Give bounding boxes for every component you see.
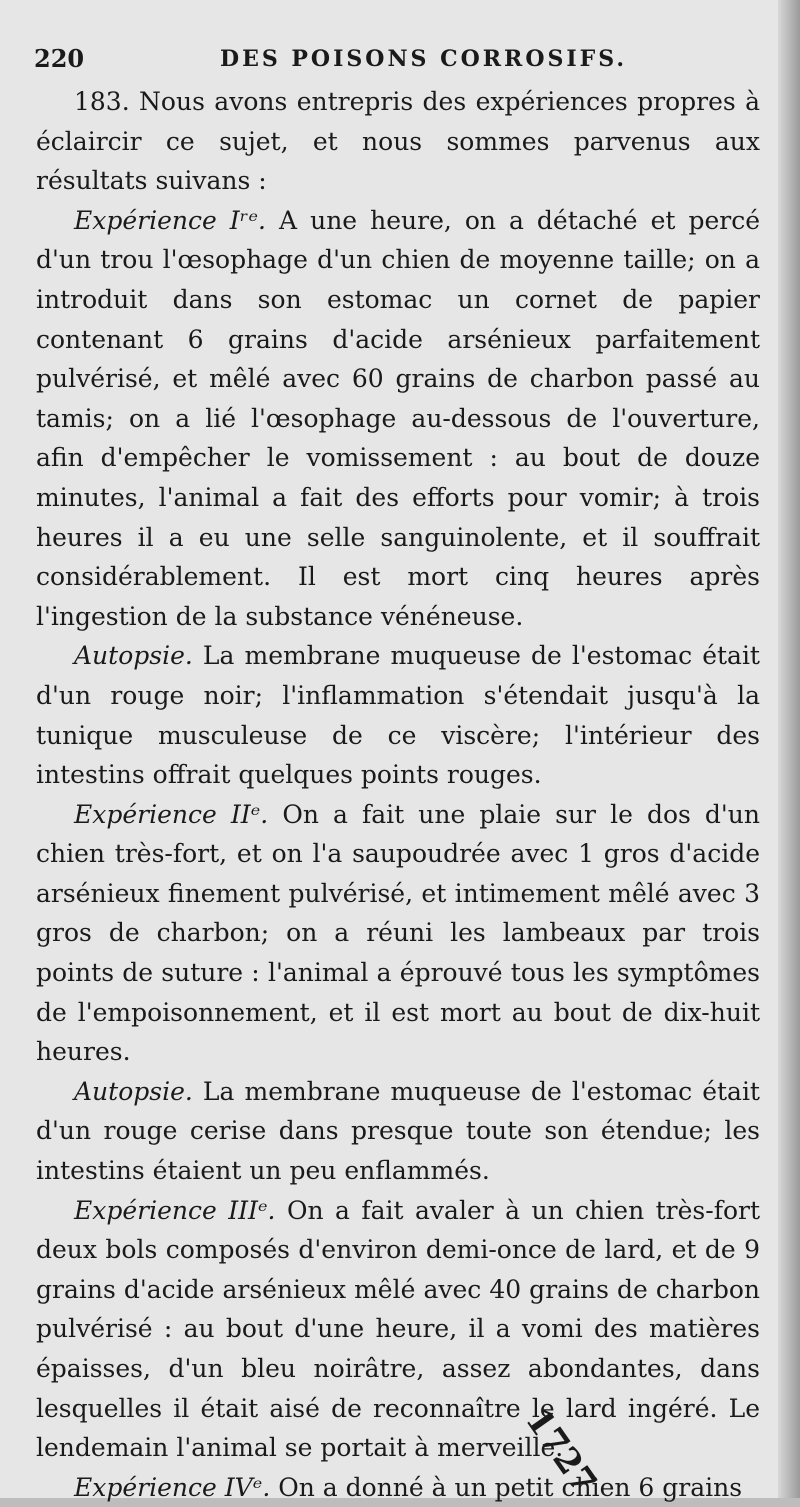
paragraph-label: Autopsie. [74,1076,193,1106]
paragraph-autopsy-2 [36,1072,760,1191]
paragraph-text: A une heure, on a détaché et percé d'un trou l'œsophage d'un chien de moyenne taille; on a introduit dans son estomac un cornet de papier contenant 6 grains d'acide arsénieux parfaitement pulvérisé, et mêlé avec 60 grains de charbon passé au tamis; on a lié l'œsophage au-dessous de l'ouverture, afin d'empêcher le vomissement : au bout de douze minutes, l'animal a fait des efforts pour vomir; à trois heures il a eu une selle sanguinolente, et il souffrait considérablement. Il est mort cinq heures après l'ingestion de la substance vénéneuse. [36,205,761,631]
paragraph-label: Expérience IVᵉ. [74,1472,271,1502]
paragraph-intro [36,82,760,201]
paragraph-experience-1 [36,201,760,637]
paragraph-autopsy-1 [36,636,760,794]
page-edge-shadow [778,0,800,1498]
page-header [30,40,760,76]
paragraph-label: Autopsie. [74,641,193,671]
paragraph-text: La membrane muqueuse de l'estomac était d'un rouge cerise dans presque toute son étendue; les intestins étaient un peu enflammés. [36,1076,760,1186]
running-head: DES POISONS CORROSIFS. [220,46,628,72]
paragraph-experience-3 [36,1191,760,1468]
paragraph-label: Expérience IIᵉ. [74,799,269,829]
paragraph-text: On a fait une plaie sur le dos d'un chien très-fort, et on l'a saupoudrée avec 1 gros d'acide arsénieux finement pulvérisé, et intimement mêlé avec 3 gros de charbon; on a réuni les lambeaux par trois points de suture : l'animal a éprouvé tous les symptômes de l'empoisonnement, et il est mort au bout de dix-huit heures. [36,799,760,1067]
paragraph-text: On a donné à un petit chien 6 grains [278,1472,743,1502]
page-number: 220 [34,44,85,73]
paragraph-label: Expérience IIIᵉ. [74,1195,276,1225]
paragraph-text: On a fait avaler à un chien très-fort deux bols composés d'environ demi-once de lard, et de 9 grains d'acide arsénieux mêlé avec 40 grains de charbon pulvérisé : au bout d'une heure, il a vomi des matières épaisses, d'un bleu noirâtre, assez abondantes, dans lesquelles il était aisé de reconnaître le lard ingéré. Le lendemain l'animal se portait à merveille. [36,1195,760,1463]
paragraph-text: 183. Nous avons entrepris des expériences propres à éclaircir ce sujet, et nous sommes parvenus aux résultats suivans : [36,87,760,196]
paragraph-experience-4 [36,1468,760,1507]
paragraph-experience-2 [36,795,760,1072]
page-body [36,82,760,1507]
paragraph-label: Expérience Iʳᵉ. [74,205,266,235]
stamp-text: 1727 [517,1401,605,1502]
paragraph-text: La membrane muqueuse de l'estomac était d'un rouge noir; l'inflammation s'étendait jusqu'à la tunique musculeuse de ce viscère; l'intérieur des intestins offrait quelques points rouges. [36,641,760,790]
